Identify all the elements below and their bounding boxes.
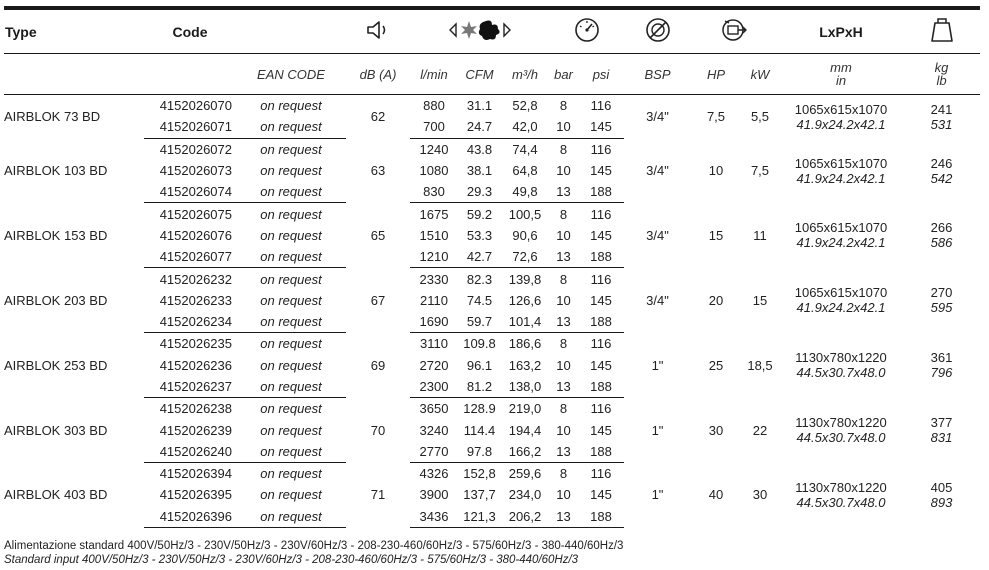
value-m3h: 90,6 <box>512 227 538 243</box>
dimensions-in: 41.9x24.2x42.1 <box>796 235 886 251</box>
value-psi: 188 <box>578 246 624 268</box>
value-psi: 145 <box>590 357 612 373</box>
dimensions <box>779 138 903 203</box>
sub-ean: EAN CODE <box>236 54 346 95</box>
noise-db: 69 <box>370 357 386 373</box>
value-psi: 116 <box>590 401 612 417</box>
ean-code: on request <box>260 292 322 308</box>
value-m3h: 126,6 <box>508 292 542 308</box>
power-hp: 30 <box>708 422 724 438</box>
value-m3h: 186,6 <box>508 336 542 352</box>
dimensions-mm: 1065x615x1070 <box>794 155 888 171</box>
ean-code: on request <box>260 206 322 222</box>
value-cfm: 74.5 <box>466 292 493 308</box>
value-m3h: 52,8 <box>512 98 538 114</box>
value-m3h: 74,4 <box>512 141 538 157</box>
value-m3h: 163,2 <box>508 357 542 373</box>
subheader-row <box>4 54 980 95</box>
product-code: 4152026237 <box>144 376 236 398</box>
product-code: 4152026073 <box>159 163 232 179</box>
ean-code: on request <box>260 487 322 503</box>
value-psi: 188 <box>578 506 624 528</box>
weight-icon <box>927 16 957 47</box>
weight <box>903 203 980 268</box>
dimensions <box>779 463 903 528</box>
value-m3h: 49,8 <box>501 181 549 203</box>
value-lmin: 2110 <box>420 292 448 308</box>
product-code: 4152026239 <box>159 422 232 438</box>
header-airflow <box>410 10 549 54</box>
weight <box>903 138 980 203</box>
table-row <box>4 268 980 290</box>
power-hp: 25 <box>708 357 724 373</box>
dimensions-in: 44.5x30.7x48.0 <box>796 365 886 381</box>
value-lmin: 1675 <box>419 206 449 222</box>
model-name: AIRBLOK 403 BD <box>4 487 108 503</box>
header-weight <box>903 10 980 54</box>
ean-code: on request <box>260 141 322 157</box>
sub-kg: kg <box>934 60 949 75</box>
bsp-connection: 3/4" <box>646 292 669 308</box>
value-bar: 8 <box>559 206 568 222</box>
value-m3h: 101,4 <box>501 311 549 333</box>
value-psi: 116 <box>590 206 612 222</box>
value-psi: 145 <box>590 163 612 179</box>
sub-kw: kW <box>741 54 779 95</box>
value-bar: 8 <box>559 401 568 417</box>
motor-icon <box>721 17 749 46</box>
dimensions-in: 41.9x24.2x42.1 <box>796 170 886 186</box>
value-psi: 116 <box>590 98 612 114</box>
bsp-connection: 3/4" <box>646 163 669 179</box>
weight-lb: 542 <box>930 170 953 186</box>
sub-bsp: BSP <box>624 54 691 95</box>
airflow-icon <box>448 18 512 45</box>
value-bar: 13 <box>549 246 578 268</box>
power-hp: 7,5 <box>706 109 726 125</box>
header-pressure <box>549 10 624 54</box>
ean-code: on request <box>236 376 346 398</box>
power-hp: 10 <box>708 163 724 179</box>
value-cfm: 53.3 <box>466 227 493 243</box>
noise-db: 62 <box>370 109 386 125</box>
value-lmin: 880 <box>423 98 445 114</box>
weight <box>903 333 980 398</box>
value-m3h: 259,6 <box>508 466 542 482</box>
product-code: 4152026395 <box>159 487 232 503</box>
value-bar: 10 <box>556 292 571 308</box>
value-cfm: 81.2 <box>458 376 501 398</box>
weight <box>903 95 980 139</box>
noise-db: 70 <box>370 422 386 438</box>
value-lmin: 1240 <box>419 141 449 157</box>
table-row <box>4 95 980 117</box>
value-lmin: 2330 <box>419 271 449 287</box>
power-hp: 40 <box>708 487 724 503</box>
value-bar: 13 <box>549 181 578 203</box>
value-lmin: 3900 <box>419 487 449 503</box>
value-psi: 145 <box>590 227 612 243</box>
product-code: 4152026070 <box>159 98 232 114</box>
value-lmin: 1080 <box>419 163 449 179</box>
value-m3h: 72,6 <box>501 246 549 268</box>
header-type: Type <box>4 10 144 54</box>
product-table <box>4 6 980 528</box>
sub-hp: HP <box>691 54 741 95</box>
model-name: AIRBLOK 253 BD <box>4 357 108 373</box>
model-name: AIRBLOK 73 BD <box>4 109 101 125</box>
value-cfm: 137,7 <box>463 487 496 503</box>
value-cfm: 31.1 <box>466 98 493 114</box>
power-kw: 11 <box>753 227 767 243</box>
value-cfm: 128.9 <box>463 401 496 417</box>
value-m3h: 138,0 <box>501 376 549 398</box>
value-m3h: 139,8 <box>508 271 542 287</box>
dimensions-in: 44.5x30.7x48.0 <box>796 430 886 446</box>
dimensions-mm: 1130x780x1220 <box>795 415 887 431</box>
sub-m3h: m³/h <box>501 54 549 95</box>
dimensions <box>779 398 903 463</box>
value-m3h: 42,0 <box>501 116 549 138</box>
weight <box>903 463 980 528</box>
value-psi: 116 <box>590 141 612 157</box>
footer-voltage-en: Standard input 400V/50Hz/3 - 230V/50Hz/3 - 230V/60Hz/3 - 208-230-460/60Hz/3 - 575/60Hz/3 - 380-440/60Hz/3 <box>4 554 579 566</box>
ean-code: on request <box>236 116 346 138</box>
ean-code: on request <box>260 271 322 287</box>
sub-db: dB (A) <box>346 54 410 95</box>
dimensions-mm: 1130x780x1220 <box>795 350 887 366</box>
sub-dims-units <box>779 54 903 95</box>
value-bar: 13 <box>549 311 578 333</box>
value-bar: 10 <box>556 163 571 179</box>
weight-lb: 531 <box>930 116 953 132</box>
value-psi: 188 <box>578 181 624 203</box>
value-lmin: 700 <box>410 116 458 138</box>
value-lmin: 3110 <box>420 336 448 352</box>
speaker-icon <box>365 19 391 44</box>
sub-in: in <box>835 73 847 88</box>
ean-code: on request <box>260 422 322 438</box>
weight <box>903 268 980 333</box>
sub-mm: mm <box>830 60 852 75</box>
bsp-connection: 3/4" <box>646 227 669 243</box>
ean-code: on request <box>236 311 346 333</box>
model-name: AIRBLOK 303 BD <box>4 422 108 438</box>
weight-lb: 796 <box>930 365 953 381</box>
product-code: 4152026238 <box>159 401 232 417</box>
noise-db: 67 <box>370 292 386 308</box>
dimensions-mm: 1065x615x1070 <box>794 220 888 236</box>
value-psi: 116 <box>590 271 612 287</box>
value-cfm: 43.8 <box>466 141 493 157</box>
sub-lmin: l/min <box>410 54 458 95</box>
sub-cfm: CFM <box>458 54 501 95</box>
ean-code: on request <box>236 506 346 528</box>
product-code: 4152026234 <box>144 311 236 333</box>
power-kw: 7,5 <box>750 163 770 179</box>
weight-lb: 595 <box>930 300 953 316</box>
value-bar: 10 <box>549 116 578 138</box>
ean-code: on request <box>236 441 346 463</box>
table-row <box>4 138 980 160</box>
header-code: Code <box>144 10 236 54</box>
header-motor <box>691 10 779 54</box>
product-code: 4152026235 <box>159 336 232 352</box>
value-lmin: 2720 <box>419 357 449 373</box>
sub-lb: lb <box>936 73 947 88</box>
dimensions-in: 41.9x24.2x42.1 <box>796 300 886 316</box>
product-code: 4152026232 <box>159 271 232 287</box>
ean-code: on request <box>260 163 322 179</box>
model-name: AIRBLOK 153 BD <box>4 227 108 243</box>
value-psi: 145 <box>590 487 612 503</box>
value-lmin: 2300 <box>410 376 458 398</box>
model-name: AIRBLOK 103 BD <box>4 163 108 179</box>
value-cfm: 59.2 <box>466 206 493 222</box>
value-m3h: 64,8 <box>512 163 538 179</box>
value-cfm: 59.7 <box>458 311 501 333</box>
noise-db: 71 <box>370 487 386 503</box>
dimensions-in: 44.5x30.7x48.0 <box>796 494 886 510</box>
value-bar: 8 <box>559 466 568 482</box>
value-cfm: 38.1 <box>466 163 493 179</box>
header-row <box>4 10 980 54</box>
ean-code: on request <box>260 336 322 352</box>
value-cfm: 29.3 <box>458 181 501 203</box>
product-code: 4152026076 <box>159 227 232 243</box>
value-lmin: 3240 <box>419 422 449 438</box>
value-m3h: 234,0 <box>508 487 542 503</box>
value-lmin: 1510 <box>419 227 449 243</box>
noise-db: 65 <box>370 227 386 243</box>
model-name: AIRBLOK 203 BD <box>4 292 108 308</box>
bsp-connection: 3/4" <box>646 109 669 125</box>
value-cfm: 109.8 <box>463 336 496 352</box>
sub-bar: bar <box>549 54 578 95</box>
weight-kg: 246 <box>930 155 953 171</box>
product-code: 4152026075 <box>159 206 232 222</box>
value-m3h: 206,2 <box>501 506 549 528</box>
product-code: 4152026233 <box>159 292 232 308</box>
dimensions <box>779 333 903 398</box>
value-m3h: 219,0 <box>508 401 542 417</box>
footer-voltage-it: Alimentazione standard 400V/50Hz/3 - 230V/50Hz/3 - 230V/60Hz/3 - 208-230-460/60Hz/3 - 575/60Hz/3 - 380-440/60Hz/3 <box>4 540 624 552</box>
value-psi: 116 <box>590 336 612 352</box>
value-bar: 10 <box>556 357 571 373</box>
sub-psi: psi <box>578 54 624 95</box>
value-psi: 145 <box>578 116 624 138</box>
table-row <box>4 398 980 420</box>
diameter-icon <box>644 17 672 46</box>
value-cfm: 97.8 <box>458 441 501 463</box>
ean-code: on request <box>236 181 346 203</box>
power-hp: 20 <box>708 292 724 308</box>
value-lmin: 1690 <box>410 311 458 333</box>
value-cfm: 114.4 <box>463 422 496 438</box>
product-code: 4152026071 <box>144 116 236 138</box>
table-row <box>4 463 980 485</box>
dimensions-mm: 1065x615x1070 <box>794 101 888 117</box>
value-psi: 188 <box>578 441 624 463</box>
dimensions-mm: 1065x615x1070 <box>794 285 888 301</box>
ean-code: on request <box>260 357 322 373</box>
value-bar: 10 <box>556 227 571 243</box>
dimensions <box>779 203 903 268</box>
value-m3h: 100,5 <box>508 206 542 222</box>
value-m3h: 166,2 <box>501 441 549 463</box>
value-cfm: 152,8 <box>463 466 496 482</box>
value-bar: 10 <box>556 487 571 503</box>
product-code: 4152026072 <box>159 141 232 157</box>
value-m3h: 194,4 <box>508 422 542 438</box>
power-kw: 18,5 <box>747 357 773 373</box>
header-connection <box>624 10 691 54</box>
value-psi: 145 <box>590 292 612 308</box>
value-cfm: 121,3 <box>458 506 501 528</box>
ean-code: on request <box>236 246 346 268</box>
value-bar: 13 <box>549 441 578 463</box>
product-code: 4152026074 <box>144 181 236 203</box>
dimensions-mm: 1130x780x1220 <box>795 479 887 495</box>
value-lmin: 1210 <box>410 246 458 268</box>
ean-code: on request <box>260 401 322 417</box>
value-lmin: 2770 <box>410 441 458 463</box>
value-lmin: 830 <box>410 181 458 203</box>
weight-lb: 586 <box>930 235 953 251</box>
power-kw: 22 <box>752 422 768 438</box>
product-code: 4152026236 <box>159 357 232 373</box>
value-lmin: 4326 <box>419 466 449 482</box>
product-code: 4152026077 <box>144 246 236 268</box>
sub-weight-units <box>903 54 980 95</box>
power-kw: 30 <box>752 487 768 503</box>
dimensions <box>779 268 903 333</box>
value-cfm: 96.1 <box>466 357 493 373</box>
table-row <box>4 333 980 355</box>
weight-kg: 377 <box>930 415 953 431</box>
value-bar: 13 <box>549 506 578 528</box>
power-hp: 15 <box>708 227 724 243</box>
bsp-connection: 1" <box>651 357 664 373</box>
product-code: 4152026396 <box>144 506 236 528</box>
pressure-gauge-icon <box>573 17 601 46</box>
weight-lb: 893 <box>930 494 953 510</box>
bsp-connection: 1" <box>651 487 664 503</box>
value-bar: 13 <box>549 376 578 398</box>
value-cfm: 42.7 <box>458 246 501 268</box>
power-kw: 15 <box>752 292 768 308</box>
dimensions-in: 41.9x24.2x42.1 <box>796 116 886 132</box>
value-bar: 8 <box>559 98 568 114</box>
product-code: 4152026394 <box>159 466 232 482</box>
dimensions <box>779 95 903 139</box>
weight-kg: 241 <box>930 101 953 117</box>
value-bar: 8 <box>559 271 568 287</box>
value-bar: 10 <box>556 422 571 438</box>
table-row <box>4 203 980 225</box>
header-dims: LxPxH <box>779 10 903 54</box>
value-cfm: 82.3 <box>466 271 493 287</box>
ean-code: on request <box>260 466 322 482</box>
value-lmin: 3436 <box>410 506 458 528</box>
ean-code: on request <box>260 227 322 243</box>
bsp-connection: 1" <box>651 422 664 438</box>
value-bar: 8 <box>559 141 568 157</box>
value-psi: 188 <box>578 376 624 398</box>
weight-kg: 270 <box>930 285 953 301</box>
value-cfm: 24.7 <box>458 116 501 138</box>
weight-kg: 266 <box>930 220 953 236</box>
noise-db: 63 <box>370 163 386 179</box>
ean-code: on request <box>260 98 322 114</box>
value-bar: 8 <box>559 336 568 352</box>
weight-kg: 361 <box>930 350 953 366</box>
value-psi: 116 <box>590 466 612 482</box>
weight <box>903 398 980 463</box>
value-psi: 188 <box>578 311 624 333</box>
weight-kg: 405 <box>930 479 953 495</box>
header-noise <box>346 10 410 54</box>
power-kw: 5,5 <box>750 109 770 125</box>
value-psi: 145 <box>590 422 612 438</box>
product-code: 4152026240 <box>144 441 236 463</box>
value-lmin: 3650 <box>419 401 449 417</box>
weight-lb: 831 <box>930 430 953 446</box>
